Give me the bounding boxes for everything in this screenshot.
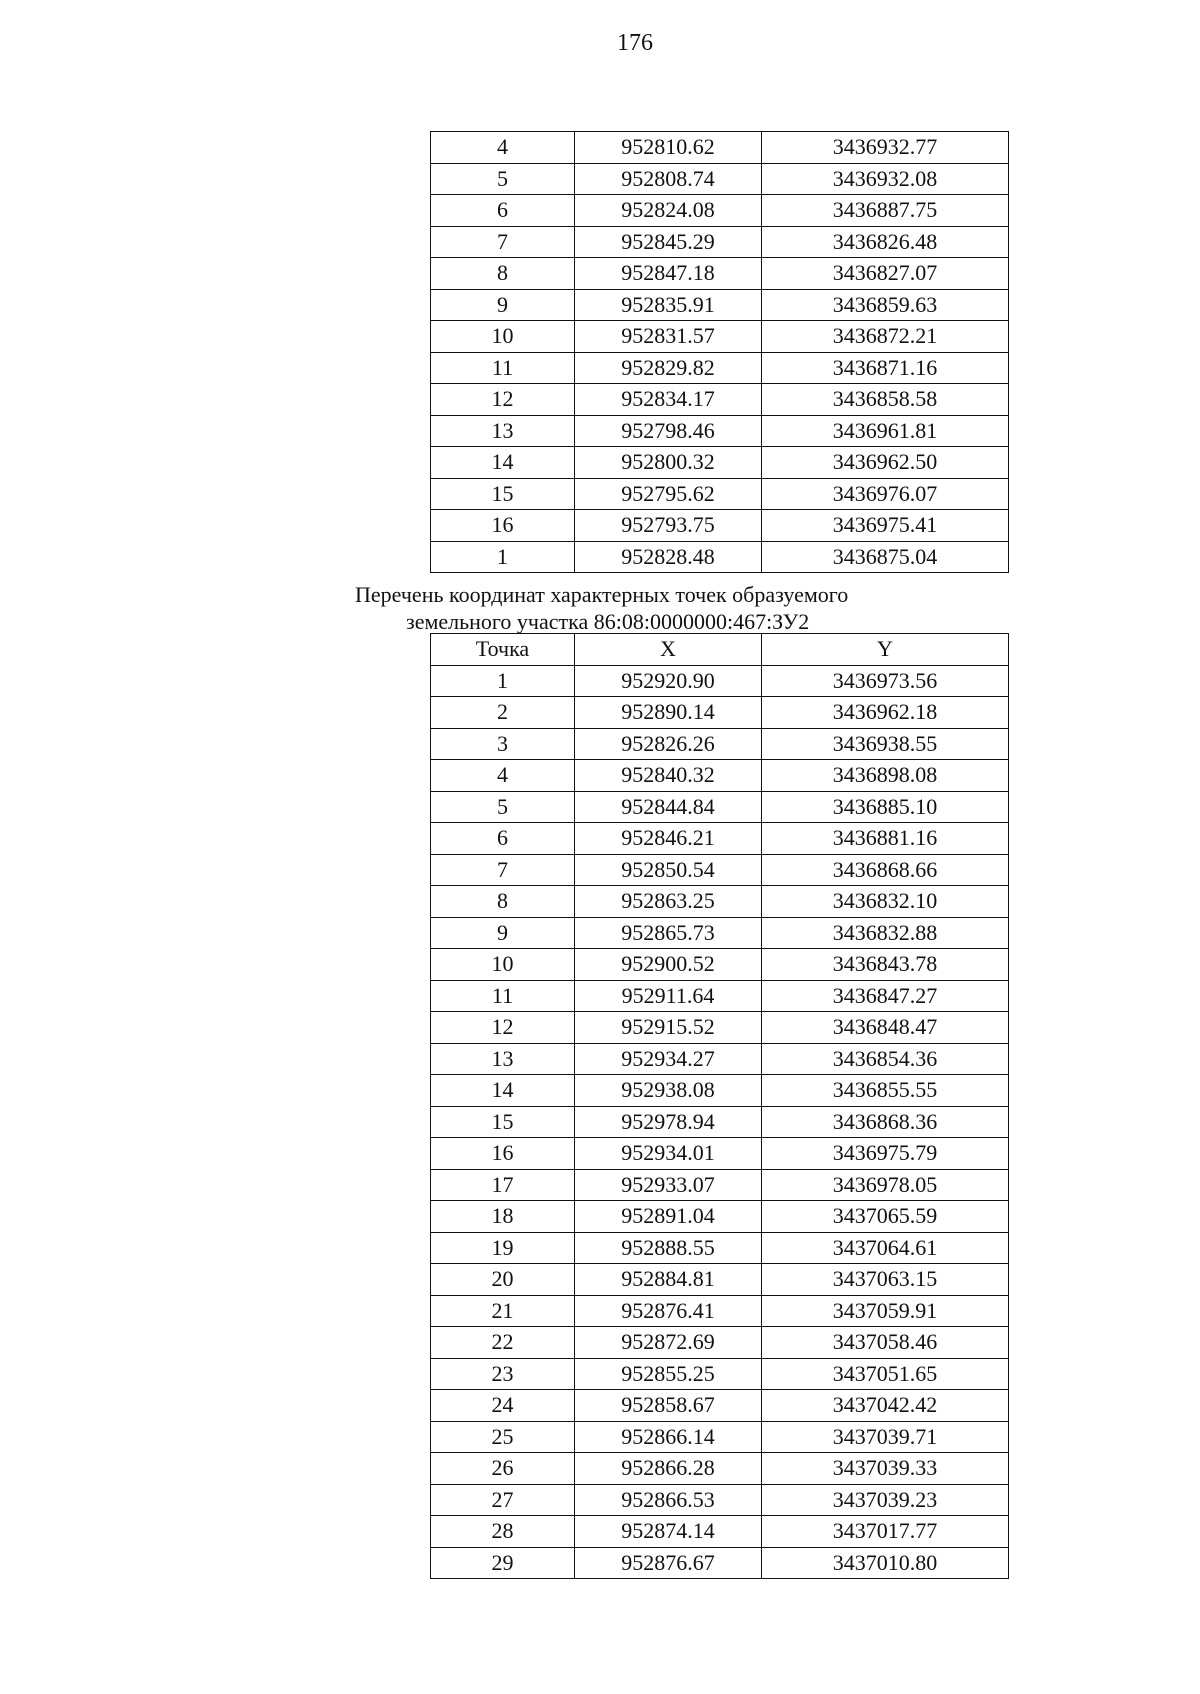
point-number-cell: 9 [431, 289, 575, 321]
y-coordinate-cell: 3436885.10 [762, 791, 1009, 823]
table-row [431, 949, 1009, 981]
table-row [431, 760, 1009, 792]
x-coordinate-cell: 952845.29 [575, 226, 762, 258]
y-coordinate-cell: 3436868.66 [762, 854, 1009, 886]
table-row [431, 258, 1009, 290]
point-number-cell: 1 [431, 665, 575, 697]
y-coordinate-cell: 3436962.50 [762, 447, 1009, 479]
point-number-cell: 25 [431, 1421, 575, 1453]
x-coordinate-cell: 952938.08 [575, 1075, 762, 1107]
y-coordinate-cell: 3437039.71 [762, 1421, 1009, 1453]
point-number-cell: 23 [431, 1358, 575, 1390]
point-number-cell: 14 [431, 447, 575, 479]
y-coordinate-cell: 3436887.75 [762, 195, 1009, 227]
point-number-cell: 11 [431, 980, 575, 1012]
y-coordinate-cell: 3436848.47 [762, 1012, 1009, 1044]
point-number-cell: 4 [431, 760, 575, 792]
x-coordinate-cell: 952884.81 [575, 1264, 762, 1296]
table-row [431, 163, 1009, 195]
page-number: 176 [617, 30, 653, 56]
y-coordinate-cell: 3436961.81 [762, 415, 1009, 447]
y-coordinate-cell: 3437058.46 [762, 1327, 1009, 1359]
point-number-cell: 8 [431, 886, 575, 918]
x-coordinate-cell: 952826.26 [575, 728, 762, 760]
caption-line-1: Перечень координат характерных точек образуемого [355, 582, 849, 607]
x-coordinate-cell: 952829.82 [575, 352, 762, 384]
x-coordinate-cell: 952840.32 [575, 760, 762, 792]
point-number-cell: 4 [431, 132, 575, 164]
point-number-cell: 8 [431, 258, 575, 290]
y-coordinate-cell: 3436932.08 [762, 163, 1009, 195]
y-coordinate-cell: 3436962.18 [762, 697, 1009, 729]
table-row [431, 447, 1009, 479]
header-point: Точка [431, 634, 575, 666]
y-coordinate-cell: 3436975.41 [762, 510, 1009, 542]
x-coordinate-cell: 952847.18 [575, 258, 762, 290]
table-row [431, 1327, 1009, 1359]
point-number-cell: 21 [431, 1295, 575, 1327]
y-coordinate-cell: 3436868.36 [762, 1106, 1009, 1138]
y-coordinate-cell: 3436938.55 [762, 728, 1009, 760]
x-coordinate-cell: 952866.14 [575, 1421, 762, 1453]
caption-line-2: земельного участка 86:08:0000000:467:ЗУ2 [406, 609, 810, 634]
table-row [431, 1421, 1009, 1453]
point-number-cell: 2 [431, 697, 575, 729]
y-coordinate-cell: 3436932.77 [762, 132, 1009, 164]
point-number-cell: 7 [431, 226, 575, 258]
table-row [431, 321, 1009, 353]
point-number-cell: 18 [431, 1201, 575, 1233]
point-number-cell: 7 [431, 854, 575, 886]
x-coordinate-cell: 952800.32 [575, 447, 762, 479]
x-coordinate-cell: 952866.28 [575, 1453, 762, 1485]
y-coordinate-cell: 3437042.42 [762, 1390, 1009, 1422]
table-row [431, 1295, 1009, 1327]
y-coordinate-cell: 3436847.27 [762, 980, 1009, 1012]
point-number-cell: 20 [431, 1264, 575, 1296]
y-coordinate-cell: 3436832.10 [762, 886, 1009, 918]
table-row [431, 823, 1009, 855]
point-number-cell: 15 [431, 478, 575, 510]
x-coordinate-cell: 952920.90 [575, 665, 762, 697]
point-number-cell: 1 [431, 541, 575, 573]
table-row [431, 415, 1009, 447]
x-coordinate-cell: 952831.57 [575, 321, 762, 353]
table-row [431, 1453, 1009, 1485]
table-row [431, 1358, 1009, 1390]
x-coordinate-cell: 952835.91 [575, 289, 762, 321]
x-coordinate-cell: 952828.48 [575, 541, 762, 573]
table-row [431, 1169, 1009, 1201]
x-coordinate-cell: 952858.67 [575, 1390, 762, 1422]
coordinates-table-body [431, 132, 1009, 573]
table-row [431, 478, 1009, 510]
x-coordinate-cell: 952978.94 [575, 1106, 762, 1138]
table-row [431, 886, 1009, 918]
table-row [431, 980, 1009, 1012]
y-coordinate-cell: 3436855.55 [762, 1075, 1009, 1107]
x-coordinate-cell: 952915.52 [575, 1012, 762, 1044]
x-coordinate-cell: 952876.67 [575, 1547, 762, 1579]
point-number-cell: 12 [431, 1012, 575, 1044]
point-number-cell: 13 [431, 415, 575, 447]
y-coordinate-cell: 3436975.79 [762, 1138, 1009, 1170]
table-row [431, 1012, 1009, 1044]
point-number-cell: 28 [431, 1516, 575, 1548]
x-coordinate-cell: 952863.25 [575, 886, 762, 918]
y-coordinate-cell: 3436875.04 [762, 541, 1009, 573]
y-coordinate-cell: 3436871.16 [762, 352, 1009, 384]
table-row [431, 665, 1009, 697]
point-number-cell: 11 [431, 352, 575, 384]
x-coordinate-cell: 952876.41 [575, 1295, 762, 1327]
y-coordinate-cell: 3437065.59 [762, 1201, 1009, 1233]
table-row [431, 226, 1009, 258]
x-coordinate-cell: 952890.14 [575, 697, 762, 729]
x-coordinate-cell: 952900.52 [575, 949, 762, 981]
x-coordinate-cell: 952846.21 [575, 823, 762, 855]
point-number-cell: 16 [431, 1138, 575, 1170]
coordinates-table-zu2 [430, 633, 1009, 1579]
table-caption [340, 581, 940, 635]
y-coordinate-cell: 3437064.61 [762, 1232, 1009, 1264]
x-coordinate-cell: 952844.84 [575, 791, 762, 823]
y-coordinate-cell: 3436858.58 [762, 384, 1009, 416]
y-coordinate-cell: 3437039.33 [762, 1453, 1009, 1485]
coordinates-table-continued [430, 131, 1009, 573]
coordinates-table-body [431, 665, 1009, 1579]
header-y: Y [762, 634, 1009, 666]
table-row [431, 1484, 1009, 1516]
x-coordinate-cell: 952934.27 [575, 1043, 762, 1075]
table-row [431, 195, 1009, 227]
table-row [431, 289, 1009, 321]
y-coordinate-cell: 3436978.05 [762, 1169, 1009, 1201]
table-row [431, 697, 1009, 729]
table-row [431, 1201, 1009, 1233]
point-number-cell: 5 [431, 791, 575, 823]
point-number-cell: 13 [431, 1043, 575, 1075]
y-coordinate-cell: 3437051.65 [762, 1358, 1009, 1390]
x-coordinate-cell: 952872.69 [575, 1327, 762, 1359]
y-coordinate-cell: 3437059.91 [762, 1295, 1009, 1327]
point-number-cell: 12 [431, 384, 575, 416]
table-row [431, 352, 1009, 384]
x-coordinate-cell: 952911.64 [575, 980, 762, 1012]
table-row [431, 791, 1009, 823]
table-row [431, 132, 1009, 164]
table-row [431, 917, 1009, 949]
table-row [431, 1516, 1009, 1548]
point-number-cell: 10 [431, 321, 575, 353]
table-row [431, 1106, 1009, 1138]
y-coordinate-cell: 3437010.80 [762, 1547, 1009, 1579]
point-number-cell: 24 [431, 1390, 575, 1422]
point-number-cell: 17 [431, 1169, 575, 1201]
y-coordinate-cell: 3436973.56 [762, 665, 1009, 697]
point-number-cell: 22 [431, 1327, 575, 1359]
x-coordinate-cell: 952810.62 [575, 132, 762, 164]
y-coordinate-cell: 3437063.15 [762, 1264, 1009, 1296]
y-coordinate-cell: 3436827.07 [762, 258, 1009, 290]
x-coordinate-cell: 952795.62 [575, 478, 762, 510]
y-coordinate-cell: 3436859.63 [762, 289, 1009, 321]
table-row [431, 1547, 1009, 1579]
y-coordinate-cell: 3436872.21 [762, 321, 1009, 353]
point-number-cell: 6 [431, 195, 575, 227]
table-row [431, 384, 1009, 416]
x-coordinate-cell: 952891.04 [575, 1201, 762, 1233]
table-row [431, 510, 1009, 542]
point-number-cell: 16 [431, 510, 575, 542]
point-number-cell: 3 [431, 728, 575, 760]
x-coordinate-cell: 952824.08 [575, 195, 762, 227]
y-coordinate-cell: 3436881.16 [762, 823, 1009, 855]
y-coordinate-cell: 3436976.07 [762, 478, 1009, 510]
x-coordinate-cell: 952834.17 [575, 384, 762, 416]
y-coordinate-cell: 3436898.08 [762, 760, 1009, 792]
table-row [431, 1232, 1009, 1264]
x-coordinate-cell: 952850.54 [575, 854, 762, 886]
x-coordinate-cell: 952865.73 [575, 917, 762, 949]
x-coordinate-cell: 952793.75 [575, 510, 762, 542]
point-number-cell: 29 [431, 1547, 575, 1579]
point-number-cell: 6 [431, 823, 575, 855]
table-row [431, 541, 1009, 573]
y-coordinate-cell: 3436826.48 [762, 226, 1009, 258]
header-x: X [575, 634, 762, 666]
table-row [431, 1138, 1009, 1170]
y-coordinate-cell: 3437017.77 [762, 1516, 1009, 1548]
point-number-cell: 5 [431, 163, 575, 195]
point-number-cell: 19 [431, 1232, 575, 1264]
table-row [431, 728, 1009, 760]
y-coordinate-cell: 3437039.23 [762, 1484, 1009, 1516]
table-row [431, 1264, 1009, 1296]
x-coordinate-cell: 952874.14 [575, 1516, 762, 1548]
table-row [431, 1043, 1009, 1075]
x-coordinate-cell: 952866.53 [575, 1484, 762, 1516]
point-number-cell: 10 [431, 949, 575, 981]
table-header-row [431, 634, 1009, 666]
x-coordinate-cell: 952798.46 [575, 415, 762, 447]
x-coordinate-cell: 952933.07 [575, 1169, 762, 1201]
x-coordinate-cell: 952888.55 [575, 1232, 762, 1264]
x-coordinate-cell: 952855.25 [575, 1358, 762, 1390]
point-number-cell: 26 [431, 1453, 575, 1485]
table-row [431, 1390, 1009, 1422]
y-coordinate-cell: 3436832.88 [762, 917, 1009, 949]
y-coordinate-cell: 3436843.78 [762, 949, 1009, 981]
x-coordinate-cell: 952808.74 [575, 163, 762, 195]
table-row [431, 1075, 1009, 1107]
point-number-cell: 14 [431, 1075, 575, 1107]
y-coordinate-cell: 3436854.36 [762, 1043, 1009, 1075]
x-coordinate-cell: 952934.01 [575, 1138, 762, 1170]
point-number-cell: 27 [431, 1484, 575, 1516]
point-number-cell: 9 [431, 917, 575, 949]
point-number-cell: 15 [431, 1106, 575, 1138]
table-row [431, 854, 1009, 886]
